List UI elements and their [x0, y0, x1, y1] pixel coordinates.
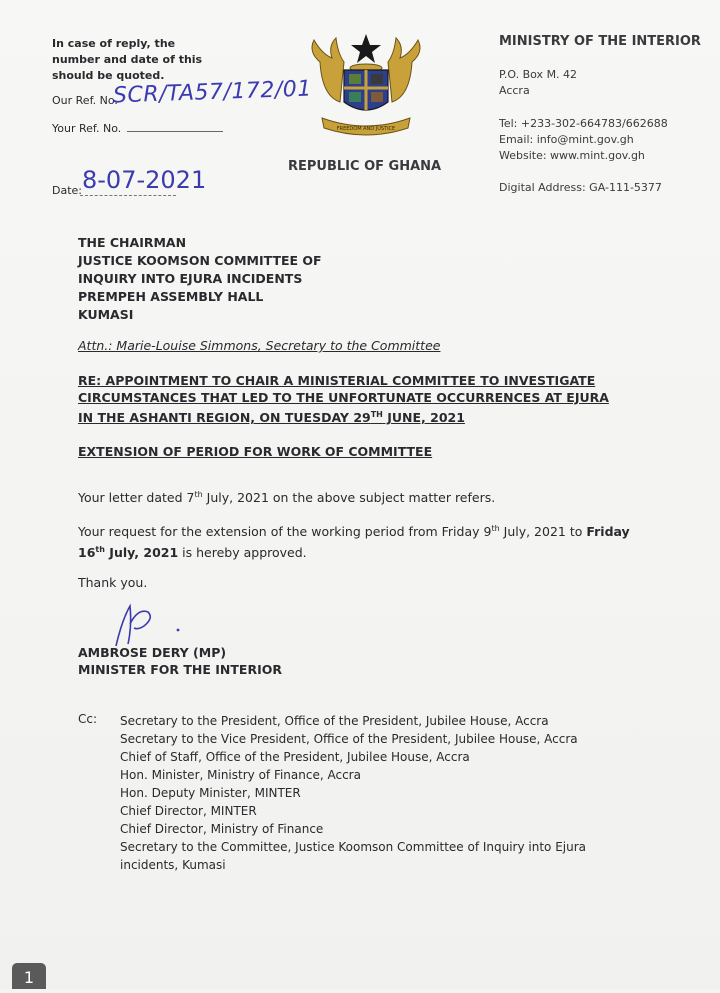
signatory — [78, 644, 282, 678]
ghana-coat-of-arms — [300, 32, 432, 140]
cc-label: Cc: — [78, 712, 98, 726]
paragraph-1: Your letter dated 7th July, 2021 on the above subject matter refers. — [78, 490, 496, 506]
cc-item: Chief Director, Ministry of Finance — [120, 822, 324, 836]
reply-note: In case of reply, the number and date of this should be quoted. — [52, 37, 203, 82]
cc-item: Secretary to the President, Office of the President, Jubilee House, Accra — [120, 714, 549, 728]
our-ref — [52, 93, 118, 109]
cc-item: Chief Director, MINTER — [120, 804, 257, 818]
cc-item: Hon. Deputy Minister, MINTER — [120, 786, 301, 800]
postal-address: P.O. Box M. 42 Accra — [499, 68, 578, 97]
cc-item: Hon. Minister, Ministry of Finance, Accra — [120, 768, 361, 782]
closing-thanks: Thank you. — [78, 575, 148, 590]
signatory-title: MINISTER FOR THE INTERIOR — [78, 662, 282, 677]
your-ref-label: Your Ref. No. — [52, 122, 122, 135]
cc-list — [120, 712, 586, 874]
date-label: Date: — [52, 184, 82, 197]
republic-heading: REPUBLIC OF GHANA — [288, 159, 442, 174]
cc-item: Secretary to the Committee, Justice Koomson Committee of Inquiry into Ejura — [120, 840, 587, 854]
paragraph-2: Your request for the extension of the working period from Friday 9th July, 2021 to Friday 16th July, 2021 is hereby approved. — [78, 524, 630, 561]
subject-heading: RE: APPOINTMENT TO CHAIR A MINISTERIAL COMMITTEE TO INVESTIGATE CIRCUMSTANCES THAT LED TO THE UNFORTUNATE OCCURRENCES AT EJURA IN THE ASHANTI REGION, ON TUESDAY 29TH JUNE, 2021 — [78, 373, 609, 426]
attention-line: Attn.: Marie-Louise Simmons, Secretary to the Committee — [78, 338, 441, 353]
cc-item: Secretary to the Vice President, Office of the President, Jubilee House, Accra — [120, 732, 578, 746]
recipient-address: THE CHAIRMAN JUSTICE KOOMSON COMMITTEE OF INQUIRY INTO EJURA INCIDENTS PREMPEH ASSEMBLY HALL KUMASI — [78, 235, 322, 322]
date-handwritten: 8-07-2021 — [82, 166, 207, 194]
your-ref-blank — [127, 131, 223, 132]
date-line — [80, 195, 176, 196]
handwritten-signature — [108, 600, 188, 650]
ministry-name: MINISTRY OF THE INTERIOR — [499, 34, 701, 49]
signatory-name: AMBROSE DERY (MP) — [78, 645, 227, 660]
digital-address: Digital Address: GA-111-5377 — [499, 181, 662, 194]
our-ref-handwritten: SCR/TA57/172/01 — [112, 76, 313, 109]
cc-item: incidents, Kumasi — [120, 858, 226, 872]
svg-text:FREEDOM AND JUSTICE: FREEDOM AND JUSTICE — [336, 126, 396, 132]
our-ref-label: Our Ref. No. — [52, 94, 118, 107]
page-number-badge: 1 — [12, 963, 46, 989]
cc-item: Chief of Staff, Office of the President, Jubilee House, Accra — [120, 750, 470, 764]
contact-details: Tel: +233-302-664783/662688 Email: info@mint.gov.gh Website: www.mint.gov.gh — [499, 117, 668, 162]
your-ref — [52, 121, 223, 137]
extension-heading: EXTENSION OF PERIOD FOR WORK OF COMMITTEE — [78, 444, 433, 459]
